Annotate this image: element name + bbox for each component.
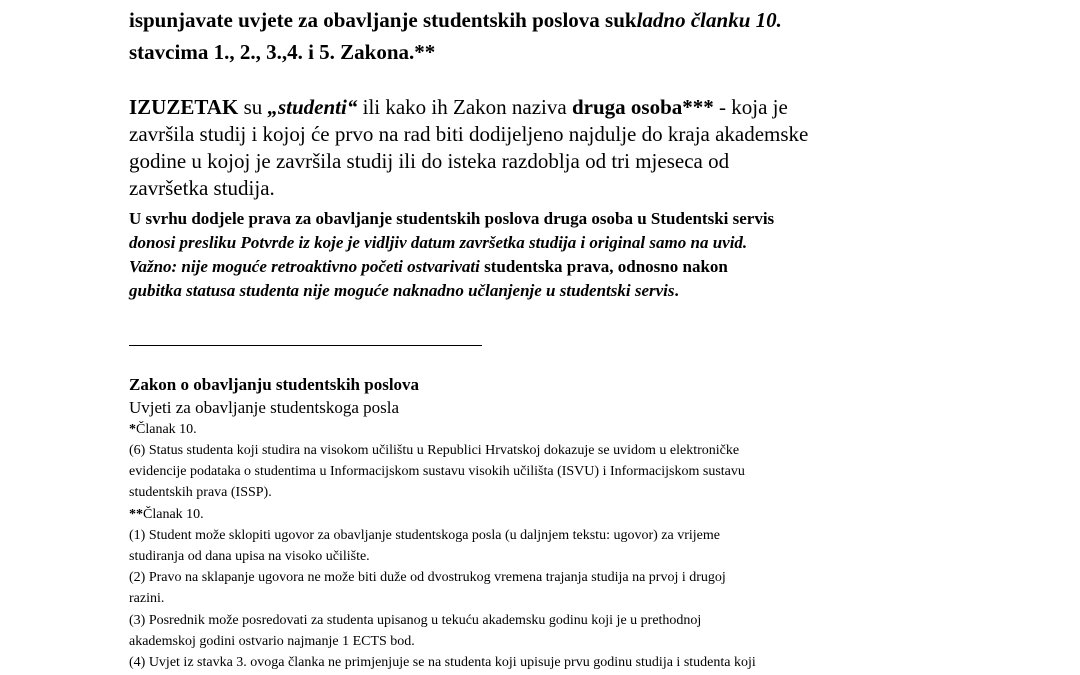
footnote-marker-2: **: [129, 507, 143, 522]
paragraph-6-line-1: (6) Status studenta koji studira na visokom učilištu u Republici Hrvatskoj dokazuje se uvidom u elektroničke: [129, 443, 740, 458]
article-reference: ladno članku 10.: [636, 8, 782, 32]
note-line-3: [129, 256, 728, 278]
eligibility-line-2: stavcima 1., 2., 3.,4. i 5. Zakona.**: [129, 40, 436, 64]
note-line-1: U svrhu dodjele prava za obavljanje studentskih poslova druga osoba u Studentski servis: [129, 209, 775, 228]
article-1-label: Članak 10.: [136, 422, 197, 437]
note-important: Važno: nije moguće retroaktivno početi ostvarivati: [129, 257, 480, 276]
exception-line-3: godine u kojoj je završila studij ili do isteka razdoblja od tri mjeseca od: [129, 149, 730, 173]
eligibility-line-1: [129, 7, 782, 33]
exception-line-4: završetka studija.: [129, 176, 275, 200]
paragraph-2-line-1: (2) Pravo na sklapanje ugovora ne može biti duže od dvostrukog vremena trajanja studija na prvoj i drugoj: [129, 570, 726, 585]
exception-rest: - koja je: [713, 95, 788, 119]
note-line-4-italic: gubitka statusa studenta nije moguće naknadno učlanjenje u studentski servis: [129, 281, 675, 300]
note-line-4: [129, 280, 679, 302]
note-line-2: donosi presliku Potvrde iz koje je vidljiv datum završetka studija i original samo na uvid.: [129, 233, 748, 252]
law-title: Zakon o obavljanju studentskih poslova: [129, 375, 420, 394]
footnote-marker-1: *: [129, 422, 136, 437]
exception-su: su: [238, 95, 268, 119]
paragraph-6-line-2: evidencije podataka o studentima u Informacijskom sustavu visokih učilišta (ISVU) i Informacijskom sustavu: [129, 464, 745, 479]
law-subtitle: Uvjeti za obavljanje studentskoga posla: [129, 398, 400, 417]
article-heading-2: [129, 506, 204, 525]
eligibility-text: ispunjavate uvjete za obavljanje studentskih poslova suk: [129, 8, 637, 32]
paragraph-6-line-3: studentskih prava (ISSP).: [129, 485, 272, 500]
exception-line-2: završila studij i kojoj će prvo na rad biti dodijeljeno najdulje do kraja akademske: [129, 122, 809, 146]
footnote-separator: [129, 345, 482, 346]
paragraph-3-line-1: (3) Posrednik može posredovati za studenta upisanog u tekuću akademsku godinu koji je u prethodnoj: [129, 613, 702, 628]
exception-line-1: [129, 94, 788, 120]
exception-mid: ili kako ih Zakon naziva: [357, 95, 572, 119]
exception-label: IZUZETAK: [129, 95, 239, 119]
paragraph-4-line-1: (4) Uvjet iz stavka 3. ovoga članka ne primjenjuje se na studenta koji upisuje prvu godinu studija i studenta koji: [129, 655, 756, 670]
note-line-3-rest: studentska prava, odnosno nakon: [479, 257, 728, 276]
exception-druga-osoba: druga osoba***: [571, 95, 714, 119]
note-line-4-end: .: [674, 281, 679, 300]
paragraph-2-line-2: razini.: [129, 591, 165, 606]
paragraph-1-line-2: studiranja od dana upisa na visoko učilište.: [129, 549, 370, 564]
exception-studenti: „studenti“: [267, 95, 358, 119]
article-heading-1: [129, 421, 197, 440]
paragraph-3-line-2: akademskoj godini ostvario najmanje 1 ECTS bod.: [129, 634, 415, 649]
article-2-label: Članak 10.: [143, 507, 204, 522]
paragraph-1-line-1: (1) Student može sklopiti ugovor za obavljanje studentskoga posla (u daljnjem tekstu: ugovor) za vrijeme: [129, 528, 720, 543]
